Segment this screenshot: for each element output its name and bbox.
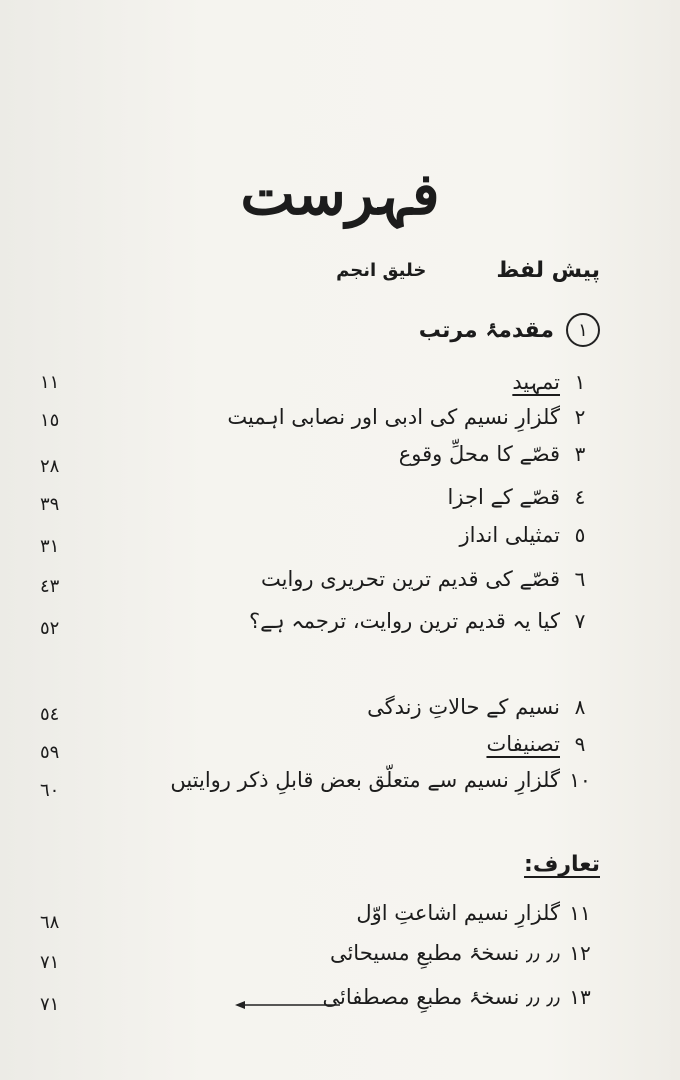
entry-number: ٣ <box>574 442 586 466</box>
entry-title: قصّے کی قدیم ترین تحریری روایت <box>260 567 560 591</box>
entry-page: ٦٠ <box>40 780 60 801</box>
toc-entry[interactable] <box>30 400 600 434</box>
entry-title: قصّے کا محلِّ وقوع <box>398 442 560 466</box>
preface-label: پیش لفظ <box>496 258 600 283</box>
entry-number: ٥ <box>574 523 586 547</box>
toc-entry[interactable] <box>30 690 600 724</box>
intro-heading: تعارف: <box>524 852 600 877</box>
toc-entry[interactable] <box>30 727 600 761</box>
entry-title: قصّے کے اجزا <box>447 485 560 509</box>
toc-entry[interactable] <box>30 562 600 596</box>
toc-entry[interactable] <box>30 604 600 638</box>
toc-entry[interactable] <box>30 936 600 970</box>
entry-page: ٧١ <box>40 952 60 973</box>
toc-entry[interactable] <box>30 365 600 399</box>
entry-title: ٫٫ ٫٫ نسخۂ مطبعِ مسیحائی <box>329 941 560 965</box>
entry-page: ١٥ <box>40 410 60 431</box>
entry-page: ٢٨ <box>40 456 60 477</box>
entry-title: تمثیلی انداز <box>459 523 560 547</box>
entry-number: ٢ <box>574 405 586 429</box>
entry-page: ٤٣ <box>40 576 60 597</box>
toc-entry[interactable] <box>30 518 600 552</box>
entry-number: ٤ <box>574 485 586 509</box>
entry-title: کیا یہ قدیم ترین روایت، ترجمہ ہے؟ <box>248 609 560 633</box>
entry-number: ١١ <box>569 901 591 925</box>
entry-title: گلزارِ نسیم سے متعلّق بعض قابلِ ذکر روایتیں <box>170 768 560 792</box>
entry-title: ٫٫ ٫٫ نسخۂ مطبعِ مصطفائی <box>322 985 560 1009</box>
entry-title: گلزارِ نسیم کی ادبی اور نصابی اہمیت <box>227 405 560 429</box>
entry-page: ٥٤ <box>40 704 60 725</box>
entry-title: نسیم کے حالاتِ زندگی <box>367 695 560 719</box>
entry-page: ٥٢ <box>40 618 60 639</box>
entry-page: ٣١ <box>40 536 60 557</box>
toc-entry[interactable] <box>30 763 600 797</box>
entry-number: ٨ <box>574 695 586 719</box>
entry-page: ٦٨ <box>40 912 60 933</box>
entry-number: ١٣ <box>569 985 591 1009</box>
entry-title: گلزارِ نسیم اشاعتِ اوّل <box>356 901 560 925</box>
preface-row <box>300 258 600 283</box>
section-heading-row <box>200 310 600 350</box>
section-heading: مقدمۂ مرتب <box>418 317 554 343</box>
entry-number: ١ <box>574 370 586 394</box>
entry-number: ١٠ <box>569 768 591 792</box>
page-title: فہرست <box>240 160 440 228</box>
toc-entry[interactable] <box>30 437 600 471</box>
section-number-circle: ١ <box>566 313 600 347</box>
preface-author: خلیق انجم <box>336 260 427 281</box>
entry-page: ١١ <box>40 372 60 393</box>
entry-page: ٧١ <box>40 994 60 1015</box>
entry-number: ٦ <box>574 567 586 591</box>
toc-entry[interactable] <box>30 896 600 930</box>
entry-number: ٧ <box>574 609 586 633</box>
entry-number: ١٢ <box>569 941 591 965</box>
toc-entry[interactable] <box>30 480 600 514</box>
entry-page: ٣٩ <box>40 494 60 515</box>
entry-page: ٥٩ <box>40 742 60 763</box>
left-arrow-icon <box>235 1000 340 1010</box>
entry-number: ٩ <box>574 732 586 756</box>
entry-title: تصنیفات <box>486 732 560 756</box>
entry-title: تمہید <box>512 370 560 394</box>
